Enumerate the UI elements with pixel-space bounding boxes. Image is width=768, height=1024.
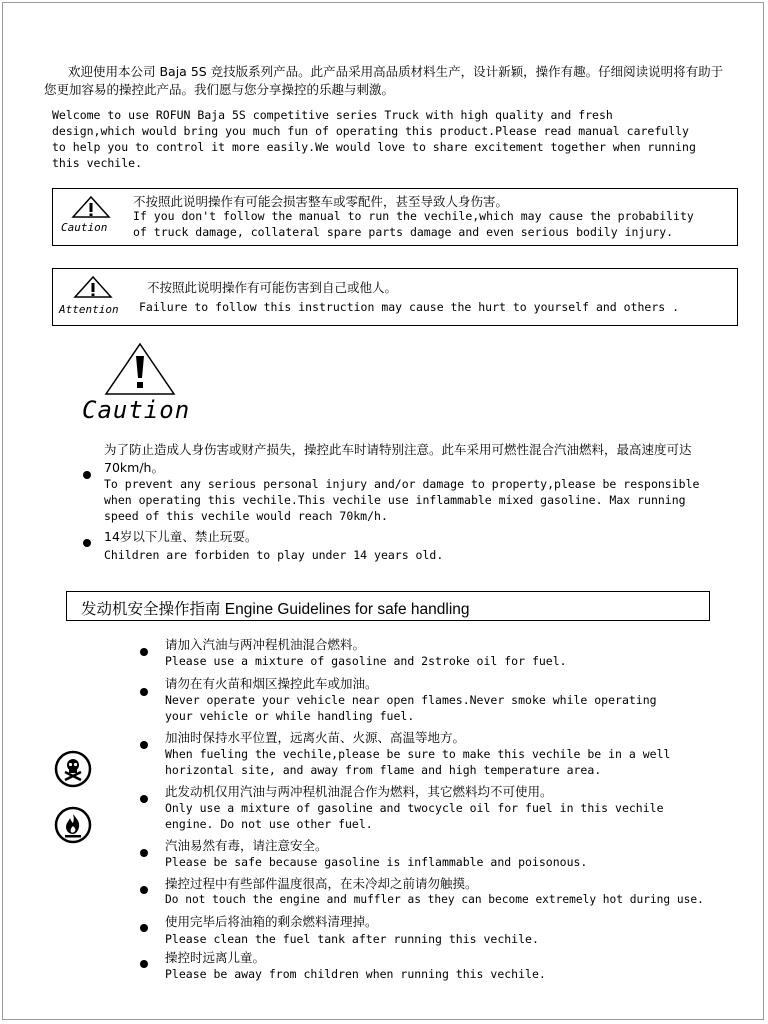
- engine-guidelines-heading: [66, 591, 710, 621]
- attention-label: Attention: [59, 303, 119, 316]
- attention-english-text: Failure to follow this instruction may cause the hurt to yourself and others .: [139, 300, 680, 314]
- bullet-icon: [140, 688, 148, 696]
- flammable-flame-icon: [54, 806, 92, 844]
- bullet-icon: [140, 741, 148, 749]
- engine-item-2-english: Never operate your vehicle near open flames.Never smoke while operating your vehicle or while handling fuel.: [165, 693, 657, 723]
- engine-item-6-english: Do not touch the engine and muffler as they can become extremely hot during use.: [165, 893, 704, 906]
- engine-item-1-english: Please use a mixture of gasoline and 2stroke oil for fuel.: [165, 654, 567, 668]
- caution-english-line-2: of truck damage, collateral spare parts damage and even serious bodily injury.: [133, 225, 674, 239]
- engine-item-1-chinese: 请加入汽油与两冲程机油混合燃料。: [165, 637, 366, 652]
- engine-item-8-chinese: 操控时远离儿童。: [165, 950, 266, 965]
- attention-chinese-text: 不按照此说明操作有可能伤害到自己或他人。: [147, 280, 398, 295]
- caution-item-2-chinese: 14岁以下儿童、禁止玩耍。: [104, 529, 258, 544]
- engine-item-5-chinese: 汽油易然有毒，请注意安全。: [165, 838, 328, 853]
- engine-item-2-chinese: 请勿在有火苗和烟区操控此车或加油。: [165, 676, 378, 691]
- caution-title: Caution: [82, 396, 191, 424]
- bullet-icon: [83, 471, 91, 479]
- engine-item-6-chinese: 操控过程中有些部件温度很高，在未冷却之前请勿触摸。: [165, 876, 478, 891]
- engine-item-7-chinese: 使用完毕后将油箱的剩余燃料清理掉。: [165, 914, 378, 929]
- engine-item-4-english: Only use a mixture of gasoline and twocycle oil for fuel in this vechile engine. Do not use other fuel.: [165, 801, 664, 831]
- caution-item-1-chinese: 为了防止造成人身伤害或财产损失，操控此车时请特别注意。此车采用可燃性混合汽油燃料，最高速度可达70km/h。: [104, 442, 692, 475]
- bullet-icon: [140, 849, 148, 857]
- warning-triangle-icon: [71, 275, 115, 299]
- engine-item-5-english: Please be safe because gasoline is inflammable and poisonous.: [165, 855, 588, 869]
- bullet-icon: [140, 886, 148, 894]
- bullet-icon: [140, 924, 148, 932]
- intro-chinese-paragraph: 欢迎使用本公司 Baja 5S 竞技版系列产品。此产品采用高品质材料生产，设计新颖，操作有趣。仔细阅读说明将有助于您更加容易的操控此产品。我们愿与您分享操控的乐趣与刺激。: [44, 64, 724, 97]
- caution-item-2-english: Children are forbiden to play under 14 years old.: [104, 548, 444, 562]
- attention-warning-box: [52, 268, 738, 326]
- engine-item-3-chinese: 加油时保持水平位置，远离火苗、火源、高温等地方。: [165, 730, 466, 745]
- caution-chinese-text: 不按照此说明操作有可能会损害整车或零配件，甚至导致人身伤害。: [133, 194, 509, 209]
- engine-item-8-english: Please be away from children when running this vechile.: [165, 967, 546, 981]
- bullet-icon: [140, 960, 148, 968]
- warning-triangle-icon: [69, 195, 113, 219]
- intro-english-paragraph: Welcome to use ROFUN Baja 5S competitive series Truck with high quality and fresh design,which would bring you much fun of operating this product.Please read manual carefully to help you to control it more easily.We would love to share excitement together when running this vechile.: [52, 108, 696, 170]
- engine-item-4-chinese: 此发动机仅用汽油与两冲程机油混合作为燃料，其它燃料均不可使用。: [165, 784, 553, 799]
- bullet-icon: [83, 539, 91, 547]
- caution-label: Caution: [61, 221, 108, 234]
- caution-english-line-1: If you don't follow the manual to run the vechile,which may cause the probability: [133, 209, 694, 223]
- poison-skull-icon: [54, 750, 92, 788]
- caution-warning-box: [52, 188, 738, 246]
- engine-item-7-english: Please clean the fuel tank after running this vechile.: [165, 932, 539, 946]
- large-warning-triangle-icon: [104, 342, 176, 396]
- engine-guidelines-heading-text: 发动机安全操作指南 Engine Guidelines for safe handling: [81, 601, 470, 618]
- bullet-icon: [140, 795, 148, 803]
- bullet-icon: [140, 648, 148, 656]
- engine-item-3-english: When fueling the vechile,please be sure to make this vechile be in a well horizontal site, and away from flame and high temperature area.: [165, 747, 671, 777]
- caution-item-1-english: To prevent any serious personal injury and/or damage to property,please be responsible when operating this vechile.This vechile use inflammable mixed gasoline. Max running speed of this vechile would reach 70km/h.: [104, 477, 700, 523]
